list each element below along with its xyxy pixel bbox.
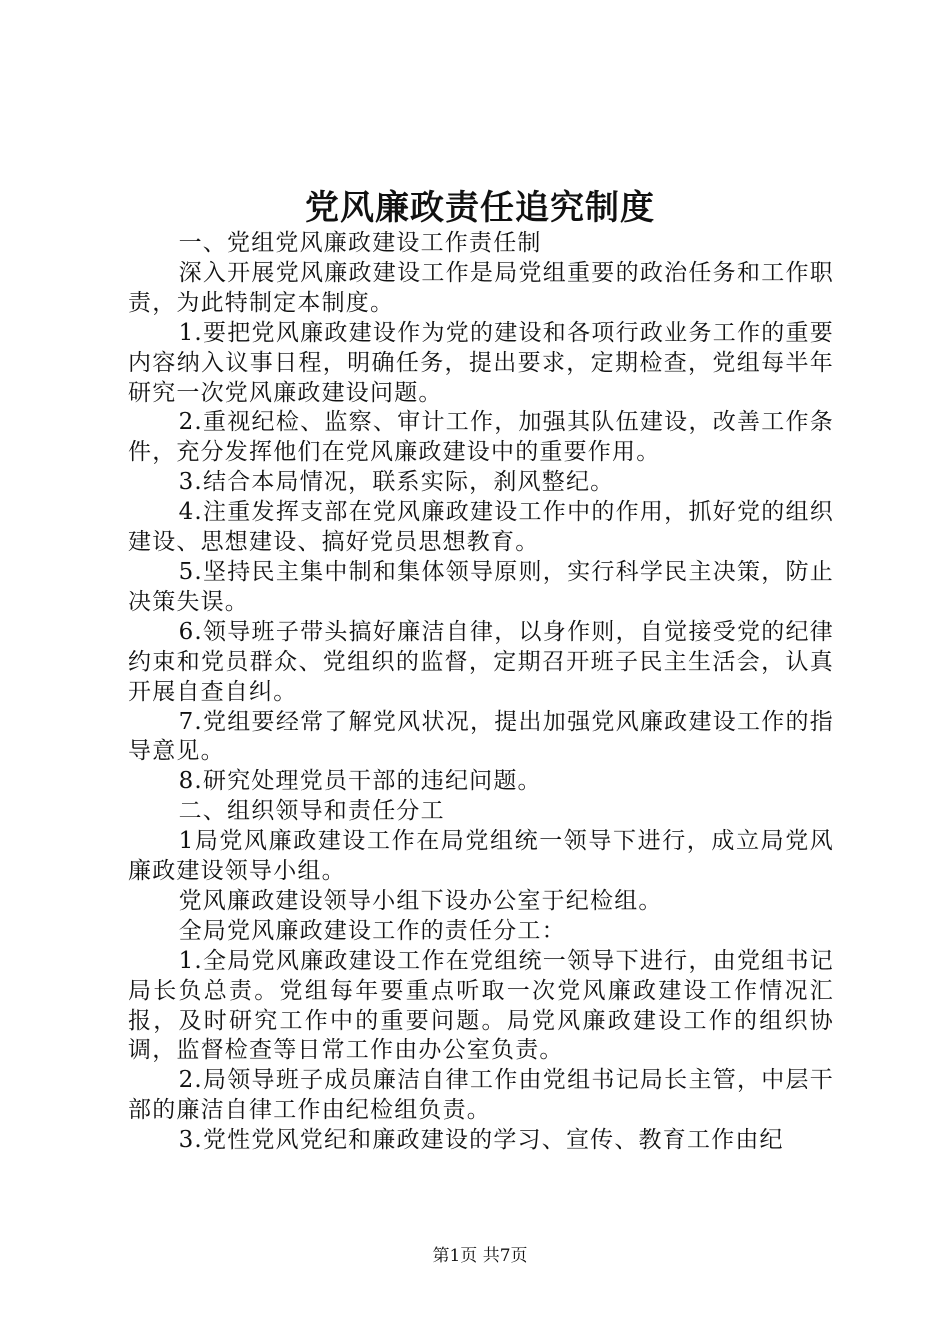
page-number-label: 第1页 共7页 bbox=[432, 1246, 528, 1266]
list-item: 1.要把党风廉政建设作为党的建设和各项行政业务工作的重要内容纳入议事日程，明确任务，提出要求，定期检查，党组每半年研究一次党风廉政建设问题。 bbox=[128, 319, 834, 406]
list-item: 2.重视纪检、监察、审计工作，加强其队伍建设，改善工作条件，充分发挥他们在党风廉政建设中的重要作用。 bbox=[128, 409, 834, 466]
list-item: 3.结合本局情况，联系实际，刹风整纪。 bbox=[178, 469, 615, 496]
list-item: 4.注重发挥支部在党风廉政建设工作中的作用，抓好党的组织建设、思想建设、搞好党员思想教育。 bbox=[128, 499, 834, 556]
list-item: 5.坚持民主集中制和集体领导原则，实行科学民主决策，防止决策失误。 bbox=[128, 558, 834, 615]
list-item: 2.局领导班子成员廉洁自律工作由党组书记局长主管，中层干部的廉洁自律工作由纪检组负责。 bbox=[128, 1067, 834, 1124]
section-heading-1: 一、党组党风廉政建设工作责任制 bbox=[178, 230, 542, 256]
section-heading-2: 二、组织领导和责任分工 bbox=[178, 798, 445, 825]
list-item: 6.领导班子带头搞好廉洁自律，以身作则，自觉接受党的纪律约束和党员群众、党组织的监督，定期召开班子民主生活会，认真开展自查自纠。 bbox=[128, 618, 834, 705]
paragraph: 党风廉政建设领导小组下设办公室于纪检组。 bbox=[178, 887, 663, 914]
list-item: 1.全局党风廉政建设工作在党组统一领导下进行，由党组书记局长负总责。党组每年要重点听取一次党风廉政建设工作情况汇报，及时研究工作中的重要问题。局党风廉政建设工作的组织协调，监督检查等日常工作由办公室负责。 bbox=[128, 947, 834, 1064]
intro-paragraph: 深入开展党风廉政建设工作是局党组重要的政治任务和工作职责，为此特制定本制度。 bbox=[128, 259, 834, 316]
list-item: 7.党组要经常了解党风状况，提出加强党风廉政建设工作的指导意见。 bbox=[128, 708, 834, 765]
list-item: 8.研究处理党员干部的违纪问题。 bbox=[178, 768, 542, 795]
document-title: 党风廉政责任追究制度 bbox=[305, 188, 655, 228]
page-footer bbox=[0, 1244, 950, 1268]
document-body bbox=[128, 229, 834, 1156]
paragraph: 全局党风廉政建设工作的责任分工： bbox=[178, 917, 566, 944]
paragraph: 1局党风廉政建设工作在局党组统一领导下进行，成立局党风廉政建设领导小组。 bbox=[128, 828, 834, 885]
list-item: 3.党性党风党纪和廉政建设的学习、宣传、教育工作由纪 bbox=[178, 1127, 784, 1154]
